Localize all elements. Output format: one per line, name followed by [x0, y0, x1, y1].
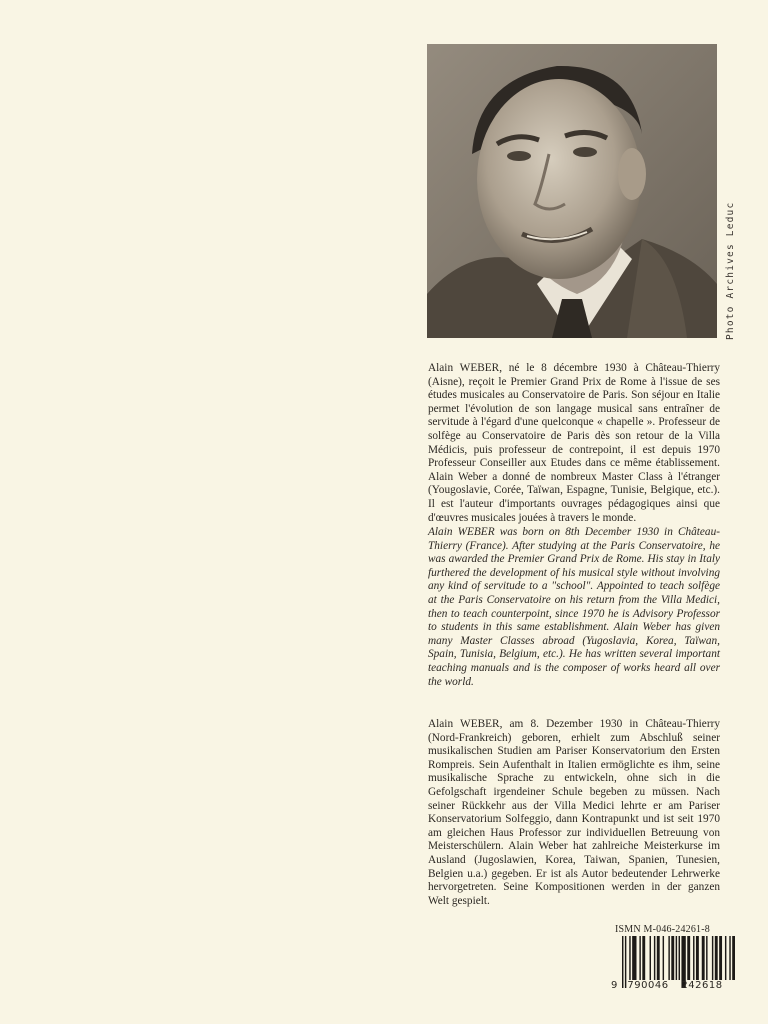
ismn-number: ISMN M-046-24261-8	[615, 924, 710, 935]
biography-german: Alain WEBER, am 8. Dezember 1930 in Château-Thierry (Nord-Frankreich) geboren, erhielt zum Abschluß seiner musikalischen Studien am Pariser Konservatorium den Ersten Rompreis. Sein Aufenthalt in Italien ermöglichte es ihm, seine musikalische Sprache zu entwickeln, ohne sich in die Gefolgschaft irgendeiner Schule begeben zu müssen. Nach seiner Rückkehr aus der Villa Medici lehrte er am Pariser Konservatorium Solfeggio, dann Kontrapunkt und ist seit 1970 am gleichen Haus Professor zur individuellen Betreuung von Meisterschülern. Alain Weber hat zahlreiche Meisterkurse im Ausland (Jugoslawien, Korea, Taiwan, Spanien, Tunesien, Belgien u.a.) gegeben. Er ist als Autor bedeutender Lehrwerke hervorgetreten. Seine Kompositionen werden in der ganzen Welt gespielt.	[428, 718, 720, 907]
composer-portrait-photo	[427, 44, 717, 338]
photo-credit: Photo Archives Leduc	[725, 201, 736, 340]
barcode-left-digits: 790046	[627, 980, 669, 991]
barcode	[611, 936, 735, 996]
barcode-lead-digit: 9	[611, 980, 618, 991]
barcode-right-digits: 242618	[681, 980, 723, 991]
barcode-digits	[611, 980, 735, 991]
biography-english: Alain WEBER was born on 8th December 1930 in Château-Thierry (France). After studying at the Paris Conservatoire, he was awarded the Premier Grand Prix de Rome. His stay in Italy furthered the development of his musical style without involving any kind of servitude to a "school". Appointed to teach solfège at the Paris Conservatoire on his return from the Villa Medici, then to teach counterpoint, since 1970 he is Advisory Professor to students in this same establishment. Alain Weber has given many Master Classes abroad (Yugoslavia, Korea, Taïwan, Spain, Tunisia, Belgium, etc.). He has written several important teaching manuals and is the composer of works heard all over the world.	[428, 526, 720, 688]
biography-french: Alain WEBER, né le 8 décembre 1930 à Château-Thierry (Aisne), reçoit le Premier Grand Prix de Rome à l'issue de ses études musicales au Conservatoire de Paris. Son séjour en Italie permet l'évolution de son langage musical sans entraîner de servitude à l'égard d'une quelconque « chapelle ». Professeur de solfège au Conservatoire de Paris dès son retour de la Villa Médicis, puis professeur de contrepoint, il est depuis 1970 Professeur Conseiller aux Etudes dans ce même établissement. Alain Weber a donné de nombreux Master Class à l'étranger (Yougoslavie, Corée, Taïwan, Espagne, Tunisie, Belgique, etc.). Il est l'auteur d'importants ouvrages pédagogiques ainsi que d'œuvres musicales jouées à travers le monde.	[428, 362, 720, 524]
